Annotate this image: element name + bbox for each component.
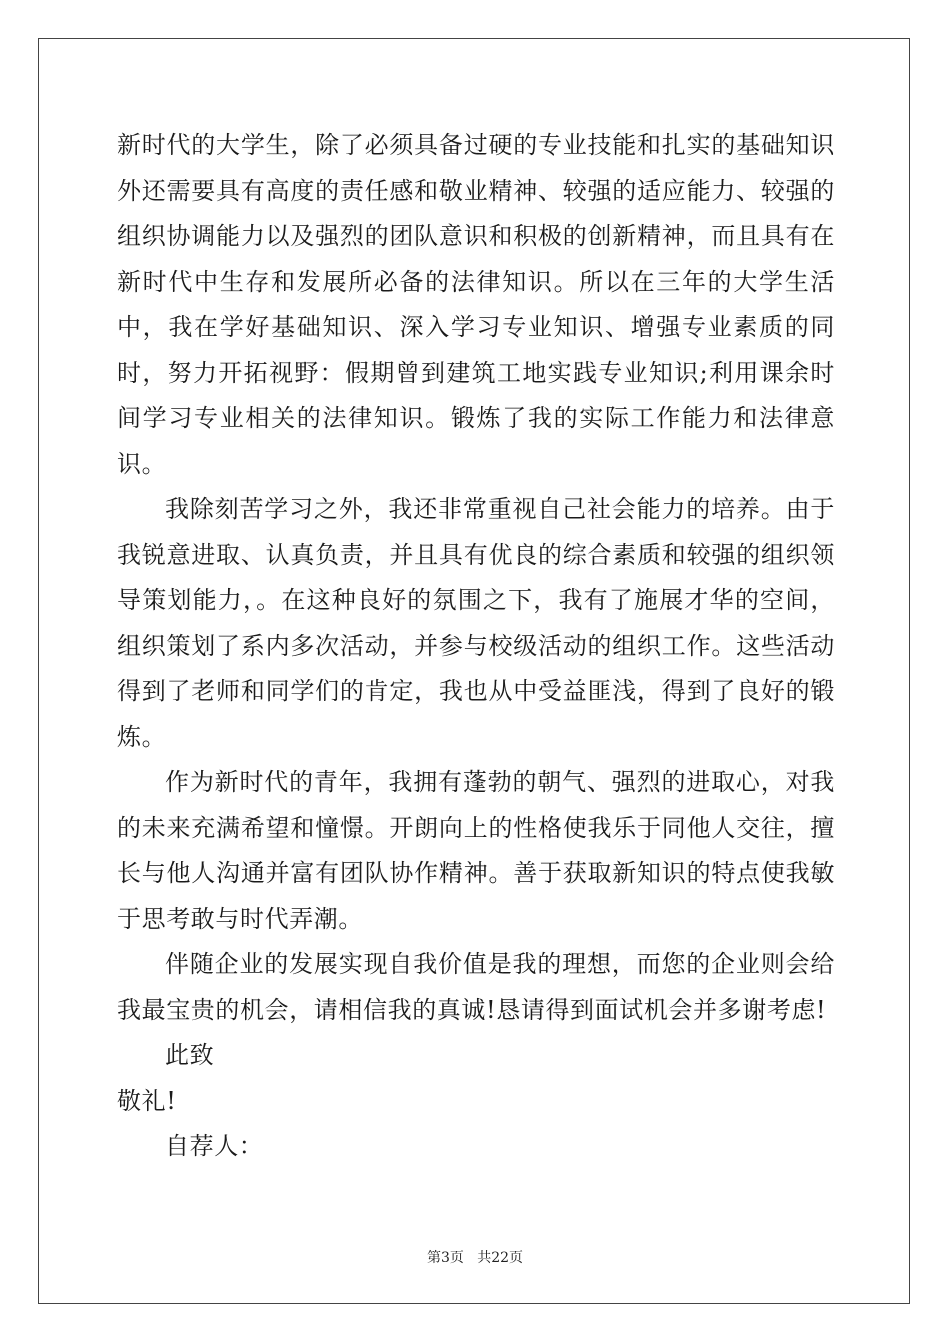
paragraph-3: 作为新时代的青年，我拥有蓬勃的朝气、强烈的进取心，对我的未来充满希望和憧憬。开朗向上的性格使我乐于同他人交往，擅长与他人沟通并富有团队协作精神。善于获取新知识的特点使我敏于思考敢与时代弄潮。 bbox=[117, 768, 835, 933]
paragraph-4: 伴随企业的发展实现自我价值是我的理想，而您的企业则会给我最宝贵的机会，请相信我的真诚!恳请得到面试机会并多谢考虑! bbox=[117, 950, 835, 1024]
closing-regards: 敬礼! bbox=[117, 1086, 177, 1115]
page-footer: 第3页 共22页 bbox=[426, 1250, 524, 1266]
closing-salutation: 此致 bbox=[165, 1041, 215, 1069]
letter-body bbox=[117, 123, 835, 1170]
paragraph-2: 我除刻苦学习之外，我还非常重视自己社会能力的培养。由于我锐意进取、认真负责，并且具有优良的综合素质和较强的组织领导策划能力，。在这种良好的氛围之下，我有了施展才华的空间，组织策划了系内多次活动，并参与校级活动的组织工作。这些活动得到了老师和同学们的肯定，我也从中受益匪浅，得到了良好的锻炼。 bbox=[117, 495, 835, 751]
paragraph-1: 新时代的大学生，除了必须具备过硬的专业技能和扎实的基础知识外还需要具有高度的责任感和敬业精神、较强的适应能力、较强的组织协调能力以及强烈的团队意识和积极的创新精神，而且具有在新时代中生存和发展所必备的法律知识。所以在三年的大学生活中，我在学好基础知识、深入学习专业知识、增强专业素质的同时，努力开拓视野：假期曾到建筑工地实践专业知识;利用课余时间学习专业相关的法律知识。锻炼了我的实际工作能力和法律意识。 bbox=[117, 131, 835, 478]
signature-label: 自荐人： bbox=[165, 1132, 264, 1160]
